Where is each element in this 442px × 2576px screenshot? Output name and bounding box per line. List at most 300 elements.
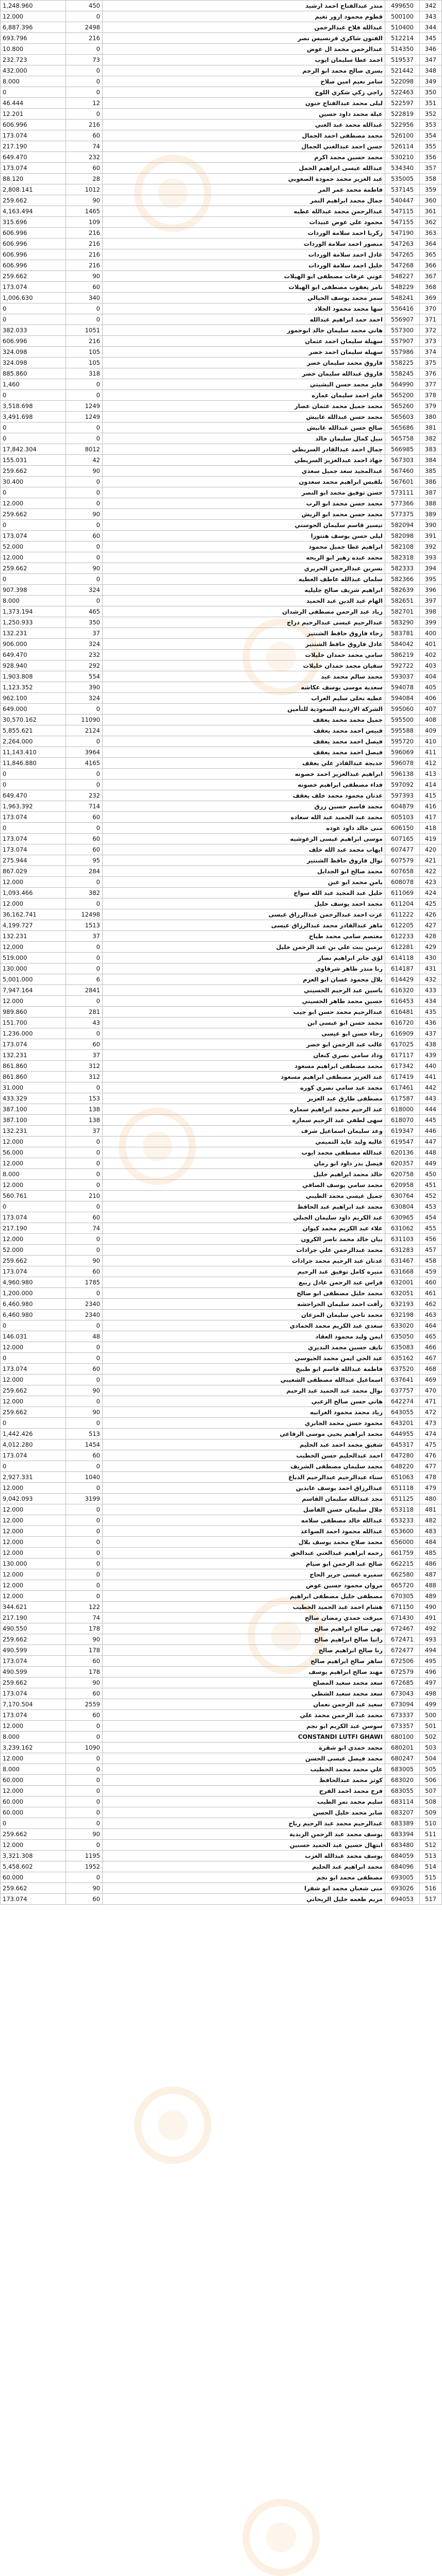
- units-cell: 216: [66, 228, 103, 239]
- holder-name-cell: محمد ابراهيم يحيى موسى الرفاعي: [103, 1429, 385, 1439]
- holder-id-cell: 567460: [385, 466, 420, 477]
- holder-name-cell: ياسين عبد الرحيم الحسيني: [103, 985, 385, 996]
- holder-name-cell: مريم طعمه خليل الريحاني: [103, 1894, 385, 1905]
- units-cell: 0: [66, 953, 103, 963]
- holder-id-cell: 565603: [385, 412, 420, 422]
- units-cell: 0: [66, 1396, 103, 1407]
- units-cell: 0: [66, 487, 103, 498]
- amount-cell: 12.000: [1, 1375, 66, 1385]
- holder-id-cell: 605103: [385, 812, 420, 823]
- table-row: [1, 844, 442, 855]
- table-row: [1, 1602, 442, 1613]
- sequence-cell: 515: [420, 1872, 442, 1883]
- units-cell: 0: [66, 76, 103, 87]
- sequence-cell: 513: [420, 1851, 442, 1861]
- amount-cell: 130.000: [1, 963, 66, 974]
- holder-name-cell: سلمان عبدالله عاطف العطيه: [103, 574, 385, 585]
- units-cell: 1249: [66, 401, 103, 412]
- table-row: [1, 1050, 442, 1061]
- amount-cell: 12.000: [1, 1396, 66, 1407]
- sequence-cell: 471: [420, 1396, 442, 1407]
- sequence-cell: 363: [420, 228, 442, 239]
- holder-id-cell: 526100: [385, 130, 420, 141]
- sequence-cell: 438: [420, 1039, 442, 1050]
- sequence-cell: 414: [420, 779, 442, 790]
- units-cell: 232: [66, 650, 103, 660]
- table-row: [1, 87, 442, 98]
- units-cell: 60: [66, 130, 103, 141]
- sequence-cell: 512: [420, 1840, 442, 1851]
- holder-id-cell: 633020: [385, 1320, 420, 1331]
- units-cell: 0: [66, 1028, 103, 1039]
- holder-id-cell: 592722: [385, 660, 420, 671]
- holder-id-cell: 530210: [385, 152, 420, 163]
- holder-id-cell: 616453: [385, 996, 420, 1007]
- holder-name-cell: عادل فاروق حافظ الشنتير: [103, 639, 385, 650]
- holder-id-cell: 670305: [385, 1591, 420, 1602]
- units-cell: 0: [66, 877, 103, 888]
- watermark-seal-graphic: [134, 2087, 211, 2164]
- table-row: [1, 1526, 442, 1537]
- sequence-cell: 378: [420, 390, 442, 401]
- holder-name-cell: خليل عبد المجيد عبد الله سواح: [103, 888, 385, 899]
- holder-id-cell: 619347: [385, 1126, 420, 1137]
- sequence-cell: 370: [420, 303, 442, 314]
- holder-name-cell: محمد حسن عبدالله عابيش: [103, 412, 385, 422]
- units-cell: 0: [66, 779, 103, 790]
- amount-cell: 885.860: [1, 368, 66, 379]
- holder-id-cell: 662215: [385, 1558, 420, 1569]
- sequence-cell: 503: [420, 1742, 442, 1753]
- holder-name-cell: يسرى صالح محمد ابو الرجم: [103, 65, 385, 76]
- holder-name-cell: عوني عرفات مصطفى ابو الهيلات: [103, 271, 385, 282]
- sequence-cell: 373: [420, 336, 442, 347]
- sequence-cell: 396: [420, 585, 442, 596]
- table-row: [1, 1742, 442, 1753]
- units-cell: 90: [66, 1677, 103, 1688]
- sequence-cell: 497: [420, 1677, 442, 1688]
- units-cell: 60: [66, 812, 103, 823]
- table-row: [1, 920, 442, 931]
- holder-id-cell: 683055: [385, 1786, 420, 1797]
- sequence-cell: 444: [420, 1104, 442, 1115]
- holder-id-cell: 684096: [385, 1861, 420, 1872]
- amount-cell: 0: [1, 574, 66, 585]
- amount-cell: 12.000: [1, 498, 66, 509]
- sequence-cell: 430: [420, 953, 442, 963]
- sequence-cell: 426: [420, 909, 442, 920]
- table-row: [1, 1364, 442, 1375]
- units-cell: 324: [66, 639, 103, 650]
- sequence-cell: 412: [420, 758, 442, 769]
- units-cell: 4165: [66, 758, 103, 769]
- amount-cell: 17,842.304: [1, 444, 66, 455]
- holder-name-cell: هاني محمد سليمان خالد ابوحمور: [103, 325, 385, 336]
- amount-cell: 606.996: [1, 260, 66, 271]
- holder-name-cell: فاروق محمد سليمان خضر: [103, 358, 385, 368]
- holder-name-cell: قبيس احمد محمد يعقف: [103, 725, 385, 736]
- amount-cell: 606.996: [1, 120, 66, 130]
- units-cell: 0: [66, 1732, 103, 1742]
- sequence-cell: 496: [420, 1667, 442, 1677]
- holder-id-cell: 606150: [385, 823, 420, 834]
- units-cell: 3199: [66, 1494, 103, 1504]
- units-cell: 3964: [66, 747, 103, 758]
- units-cell: 0: [66, 596, 103, 606]
- units-cell: 0: [66, 1375, 103, 1385]
- sequence-cell: 474: [420, 1429, 442, 1439]
- holder-id-cell: 631062: [385, 1223, 420, 1234]
- sequence-cell: 473: [420, 1418, 442, 1429]
- table-row: [1, 1699, 442, 1710]
- table-row: [1, 1840, 442, 1851]
- holder-name-cell: عبدالله خالد مصطفى سلامه: [103, 1515, 385, 1526]
- holder-id-cell: 673094: [385, 1699, 420, 1710]
- holder-name-cell: محمد حسن محمد ابو الرب: [103, 498, 385, 509]
- holder-id-cell: 616909: [385, 1028, 420, 1039]
- amount-cell: 146.031: [1, 1331, 66, 1342]
- units-cell: 0: [66, 44, 103, 55]
- holder-id-cell: 653233: [385, 1515, 420, 1526]
- sequence-cell: 428: [420, 931, 442, 942]
- holder-name-cell: حسن توفيق محمد ابو النصر: [103, 487, 385, 498]
- units-cell: 0: [66, 1807, 103, 1818]
- holder-id-cell: 584042: [385, 639, 420, 650]
- holder-id-cell: 653118: [385, 1504, 420, 1515]
- amount-cell: 31.000: [1, 1082, 66, 1093]
- holder-id-cell: 547265: [385, 249, 420, 260]
- units-cell: 8012: [66, 444, 103, 455]
- units-cell: 216: [66, 336, 103, 347]
- units-cell: 513: [66, 1429, 103, 1439]
- table-row: [1, 1072, 442, 1082]
- holder-id-cell: 582651: [385, 596, 420, 606]
- units-cell: 90: [66, 563, 103, 574]
- sequence-cell: 432: [420, 974, 442, 985]
- units-cell: 0: [66, 1591, 103, 1602]
- holder-id-cell: 573111: [385, 487, 420, 498]
- holder-name-cell: نهى صالح ابراهيم صالح: [103, 1623, 385, 1634]
- table-row: [1, 11, 442, 22]
- amount-cell: 12.000: [1, 1569, 66, 1580]
- table-row: [1, 1299, 442, 1310]
- table-row: [1, 22, 442, 33]
- amount-cell: 12.000: [1, 552, 66, 563]
- holder-id-cell: 672467: [385, 1623, 420, 1634]
- amount-cell: 8.000: [1, 596, 66, 606]
- sequence-cell: 367: [420, 271, 442, 282]
- holder-id-cell: 665720: [385, 1580, 420, 1591]
- holder-name-cell: غاليه وليد عايد التميمي: [103, 1137, 385, 1147]
- table-row: [1, 412, 442, 422]
- sequence-cell: 343: [420, 11, 442, 22]
- units-cell: 0: [66, 942, 103, 953]
- sequence-cell: 371: [420, 314, 442, 325]
- holder-id-cell: 595720: [385, 736, 420, 747]
- holder-name-cell: جلال سليمان حسن الفاضل: [103, 1504, 385, 1515]
- table-row: [1, 736, 442, 747]
- sequence-cell: 468: [420, 1364, 442, 1375]
- holder-name-cell: محمد سليمان مصطفى الشريف: [103, 1461, 385, 1472]
- table-row: [1, 1472, 442, 1483]
- amount-cell: 60.000: [1, 1872, 66, 1883]
- amount-cell: 907.398: [1, 585, 66, 596]
- units-cell: 2340: [66, 1310, 103, 1320]
- holder-id-cell: 617342: [385, 1061, 420, 1072]
- table-row: [1, 1710, 442, 1721]
- sequence-cell: 408: [420, 715, 442, 725]
- holder-name-cell: سها محمد محمود الجلاد: [103, 303, 385, 314]
- holder-name-cell: سعد محمد سعيد الشطي: [103, 1688, 385, 1699]
- amount-cell: 0: [1, 303, 66, 314]
- holder-id-cell: 557300: [385, 325, 420, 336]
- holder-id-cell: 684059: [385, 1851, 420, 1861]
- units-cell: 0: [66, 1764, 103, 1775]
- sequence-cell: 417: [420, 812, 442, 823]
- amount-cell: 962.100: [1, 693, 66, 704]
- holder-name-cell: محمد عبده زهير ابو الريحه: [103, 552, 385, 563]
- sequence-cell: 401: [420, 639, 442, 650]
- holder-name-cell: صابر محمد خليل الحسن: [103, 1807, 385, 1818]
- table-row: [1, 563, 442, 574]
- holder-name-cell: الهام عيد الدين عبد الحميد: [103, 596, 385, 606]
- table-row: [1, 455, 442, 466]
- table-row: [1, 574, 442, 585]
- units-cell: 60: [66, 1688, 103, 1699]
- table-row: [1, 152, 442, 163]
- table-row: [1, 628, 442, 639]
- holder-id-cell: 617025: [385, 1039, 420, 1050]
- amount-cell: 6,460.980: [1, 1310, 66, 1320]
- holder-name-cell: محمد فيصل عيسى الحسن: [103, 1753, 385, 1764]
- sequence-cell: 351: [420, 98, 442, 109]
- sequence-cell: 440: [420, 1061, 442, 1072]
- units-cell: 232: [66, 790, 103, 801]
- amount-cell: 649.470: [1, 790, 66, 801]
- holder-name-cell: فاطمة عبدالله قاسم ابو طبيخ: [103, 1364, 385, 1375]
- holder-name-cell: خديجة عبدالقادر علي يعقف: [103, 758, 385, 769]
- units-cell: 0: [66, 477, 103, 487]
- sequence-cell: 507: [420, 1786, 442, 1797]
- amount-cell: 0: [1, 390, 66, 401]
- units-cell: 48: [66, 1331, 103, 1342]
- sequence-cell: 435: [420, 1007, 442, 1018]
- amount-cell: 382.033: [1, 325, 66, 336]
- holder-name-cell: سناء عبدالرحيم عبدالرحيم الدباغ: [103, 1472, 385, 1483]
- table-row: [1, 963, 442, 974]
- holder-name-cell: الفتون شاكري فرنسيس نصر: [103, 33, 385, 44]
- holder-id-cell: 583781: [385, 628, 420, 639]
- units-cell: 90: [66, 1883, 103, 1894]
- table-row: [1, 1104, 442, 1115]
- units-cell: 0: [66, 433, 103, 444]
- sequence-cell: 492: [420, 1623, 442, 1634]
- holder-name-cell: عطيه نخلى سليم العراب: [103, 693, 385, 704]
- amount-cell: 649.470: [1, 650, 66, 660]
- units-cell: 0: [66, 1288, 103, 1299]
- holder-name-cell: حسن احمد عبدالغني الجمال: [103, 141, 385, 152]
- amount-cell: 906.000: [1, 639, 66, 650]
- table-row: [1, 855, 442, 866]
- table-row: [1, 163, 442, 174]
- holder-id-cell: 612233: [385, 931, 420, 942]
- holder-id-cell: 583290: [385, 617, 420, 628]
- table-row: [1, 1375, 442, 1385]
- amount-cell: 606.996: [1, 336, 66, 347]
- holder-name-cell: نايف حسين محمد البديري: [103, 1342, 385, 1353]
- amount-cell: 259.662: [1, 1634, 66, 1645]
- holder-name-cell: تيسير قاسم سليمان الحوسني: [103, 520, 385, 531]
- amount-cell: 5,001.000: [1, 974, 66, 985]
- holder-name-cell: مصطفى طارق عبد العزيز: [103, 1093, 385, 1104]
- amount-cell: 10.800: [1, 44, 66, 55]
- table-row: [1, 1494, 442, 1504]
- amount-cell: 3,239.162: [1, 1742, 66, 1753]
- amount-cell: 132.231: [1, 931, 66, 942]
- holder-id-cell: 519537: [385, 55, 420, 65]
- holder-id-cell: 594084: [385, 693, 420, 704]
- amount-cell: 0: [1, 769, 66, 779]
- sequence-cell: 398: [420, 606, 442, 617]
- table-row: [1, 704, 442, 715]
- table-row: [1, 65, 442, 76]
- sequence-cell: 479: [420, 1483, 442, 1494]
- holder-id-cell: 611222: [385, 909, 420, 920]
- holder-name-cell: محمد صالح ابو الجدايل: [103, 866, 385, 877]
- table-row: [1, 1851, 442, 1861]
- holder-name-cell: مصطفى خليل مصطفى ابراهيم: [103, 1591, 385, 1602]
- units-cell: 0: [66, 1775, 103, 1786]
- holder-name-cell: بلقيس ابراهيم محمد سعدون: [103, 477, 385, 487]
- holder-name-cell: عزت احمد عبدالرحمن عبدالرزاق عيسى: [103, 909, 385, 920]
- amount-cell: 12.000: [1, 1504, 66, 1515]
- table-row: [1, 606, 442, 617]
- holder-name-cell: محمد عيد ابراهيم عبد الحافظ: [103, 1201, 385, 1212]
- holder-name-cell: عبدالرحيم محمد حسن ابو جيب: [103, 1007, 385, 1018]
- amount-cell: 861.860: [1, 1072, 66, 1082]
- holder-id-cell: 499650: [385, 1, 420, 11]
- holder-id-cell: 683480: [385, 1840, 420, 1851]
- holder-name-cell: عبدالرحمن محمد ال عوض: [103, 44, 385, 55]
- units-cell: 390: [66, 682, 103, 693]
- sequence-cell: 423: [420, 877, 442, 888]
- amount-cell: 0: [1, 823, 66, 834]
- sequence-cell: 366: [420, 260, 442, 271]
- units-cell: 74: [66, 141, 103, 152]
- sequence-cell: 510: [420, 1818, 442, 1829]
- holder-name-cell: سامي محمد حمدان خليلات: [103, 650, 385, 660]
- units-cell: 0: [66, 422, 103, 433]
- holder-id-cell: 617419: [385, 1072, 420, 1082]
- holder-name-cell: مروان محمود حسين عوض: [103, 1580, 385, 1591]
- table-row: [1, 1126, 442, 1137]
- units-cell: 312: [66, 1072, 103, 1082]
- sequence-cell: 517: [420, 1894, 442, 1905]
- holder-name-cell: محمد سالم محمد عيد: [103, 671, 385, 682]
- holder-id-cell: 548229: [385, 282, 420, 293]
- amount-cell: 12.000: [1, 1180, 66, 1191]
- holder-name-cell: محمد جميل محمد عثمان عصار: [103, 401, 385, 412]
- units-cell: 281: [66, 1007, 103, 1018]
- units-cell: 90: [66, 1829, 103, 1840]
- holder-name-cell: فاروق عبدالله سليمان خضر: [103, 368, 385, 379]
- amount-cell: 0: [1, 1818, 66, 1829]
- holder-name-cell: لؤي جابر ابراهيم نصار: [103, 953, 385, 963]
- holder-id-cell: 565200: [385, 390, 420, 401]
- holder-id-cell: 582098: [385, 531, 420, 541]
- holder-name-cell: جمال محمد ابراهيم النمر: [103, 195, 385, 206]
- table-row: [1, 1721, 442, 1732]
- holder-id-cell: 556907: [385, 314, 420, 325]
- table-row: [1, 1342, 442, 1353]
- holder-id-cell: 637641: [385, 1375, 420, 1385]
- amount-cell: 12.000: [1, 1483, 66, 1494]
- sequence-cell: 429: [420, 942, 442, 953]
- table-row: [1, 1407, 442, 1418]
- table-row: [1, 1007, 442, 1018]
- holder-name-cell: محمد حسين محمد اكرم: [103, 152, 385, 163]
- table-row: [1, 650, 442, 660]
- holder-id-cell: 566985: [385, 444, 420, 455]
- table-row: [1, 1558, 442, 1569]
- table-row: [1, 390, 442, 401]
- holder-id-cell: 582094: [385, 520, 420, 531]
- table-row: [1, 1504, 442, 1515]
- holder-name-cell: ابراهيم عبدالعزيز احمد خصونه: [103, 769, 385, 779]
- holder-name-cell: احمد عبدالحليم حسن الخطيب: [103, 1450, 385, 1461]
- holder-name-cell: محمد احمد يوسف خليل: [103, 899, 385, 909]
- amount-cell: 217.190: [1, 1223, 66, 1234]
- amount-cell: 217.190: [1, 141, 66, 152]
- table-row: [1, 1515, 442, 1526]
- holder-id-cell: 547155: [385, 217, 420, 228]
- units-cell: 178: [66, 1623, 103, 1634]
- sequence-cell: 379: [420, 401, 442, 412]
- units-cell: 42: [66, 455, 103, 466]
- amount-cell: 6,887.396: [1, 22, 66, 33]
- holder-id-cell: 619547: [385, 1137, 420, 1147]
- holder-name-cell: فراس عبد الرحمن عادل ربيع: [103, 1277, 385, 1288]
- units-cell: 0: [66, 963, 103, 974]
- units-cell: 216: [66, 33, 103, 44]
- table-row: [1, 1753, 442, 1764]
- holder-id-cell: 653600: [385, 1526, 420, 1537]
- table-row: [1, 1288, 442, 1299]
- table-row: [1, 1537, 442, 1548]
- holder-id-cell: 680247: [385, 1753, 420, 1764]
- holder-name-cell: محمد ابراهيم عبد الحليم: [103, 1861, 385, 1872]
- table-row: [1, 1418, 442, 1429]
- units-cell: 60: [66, 1894, 103, 1905]
- amount-cell: 649.000: [1, 704, 66, 715]
- sequence-cell: 342: [420, 1, 442, 11]
- holder-id-cell: 683207: [385, 1807, 420, 1818]
- sequence-cell: 421: [420, 855, 442, 866]
- amount-cell: 12.000: [1, 1591, 66, 1602]
- sequence-cell: 433: [420, 985, 442, 996]
- amount-cell: 30.400: [1, 477, 66, 487]
- table-row: [1, 336, 442, 347]
- amount-cell: 12.000: [1, 1753, 66, 1764]
- sequence-cell: 424: [420, 888, 442, 899]
- sequence-cell: 493: [420, 1634, 442, 1645]
- table-row: [1, 1775, 442, 1786]
- sequence-cell: 436: [420, 1018, 442, 1028]
- table-row: [1, 368, 442, 379]
- amount-cell: 1,248.960: [1, 1, 66, 11]
- amount-cell: 259.662: [1, 563, 66, 574]
- amount-cell: 130.000: [1, 1558, 66, 1569]
